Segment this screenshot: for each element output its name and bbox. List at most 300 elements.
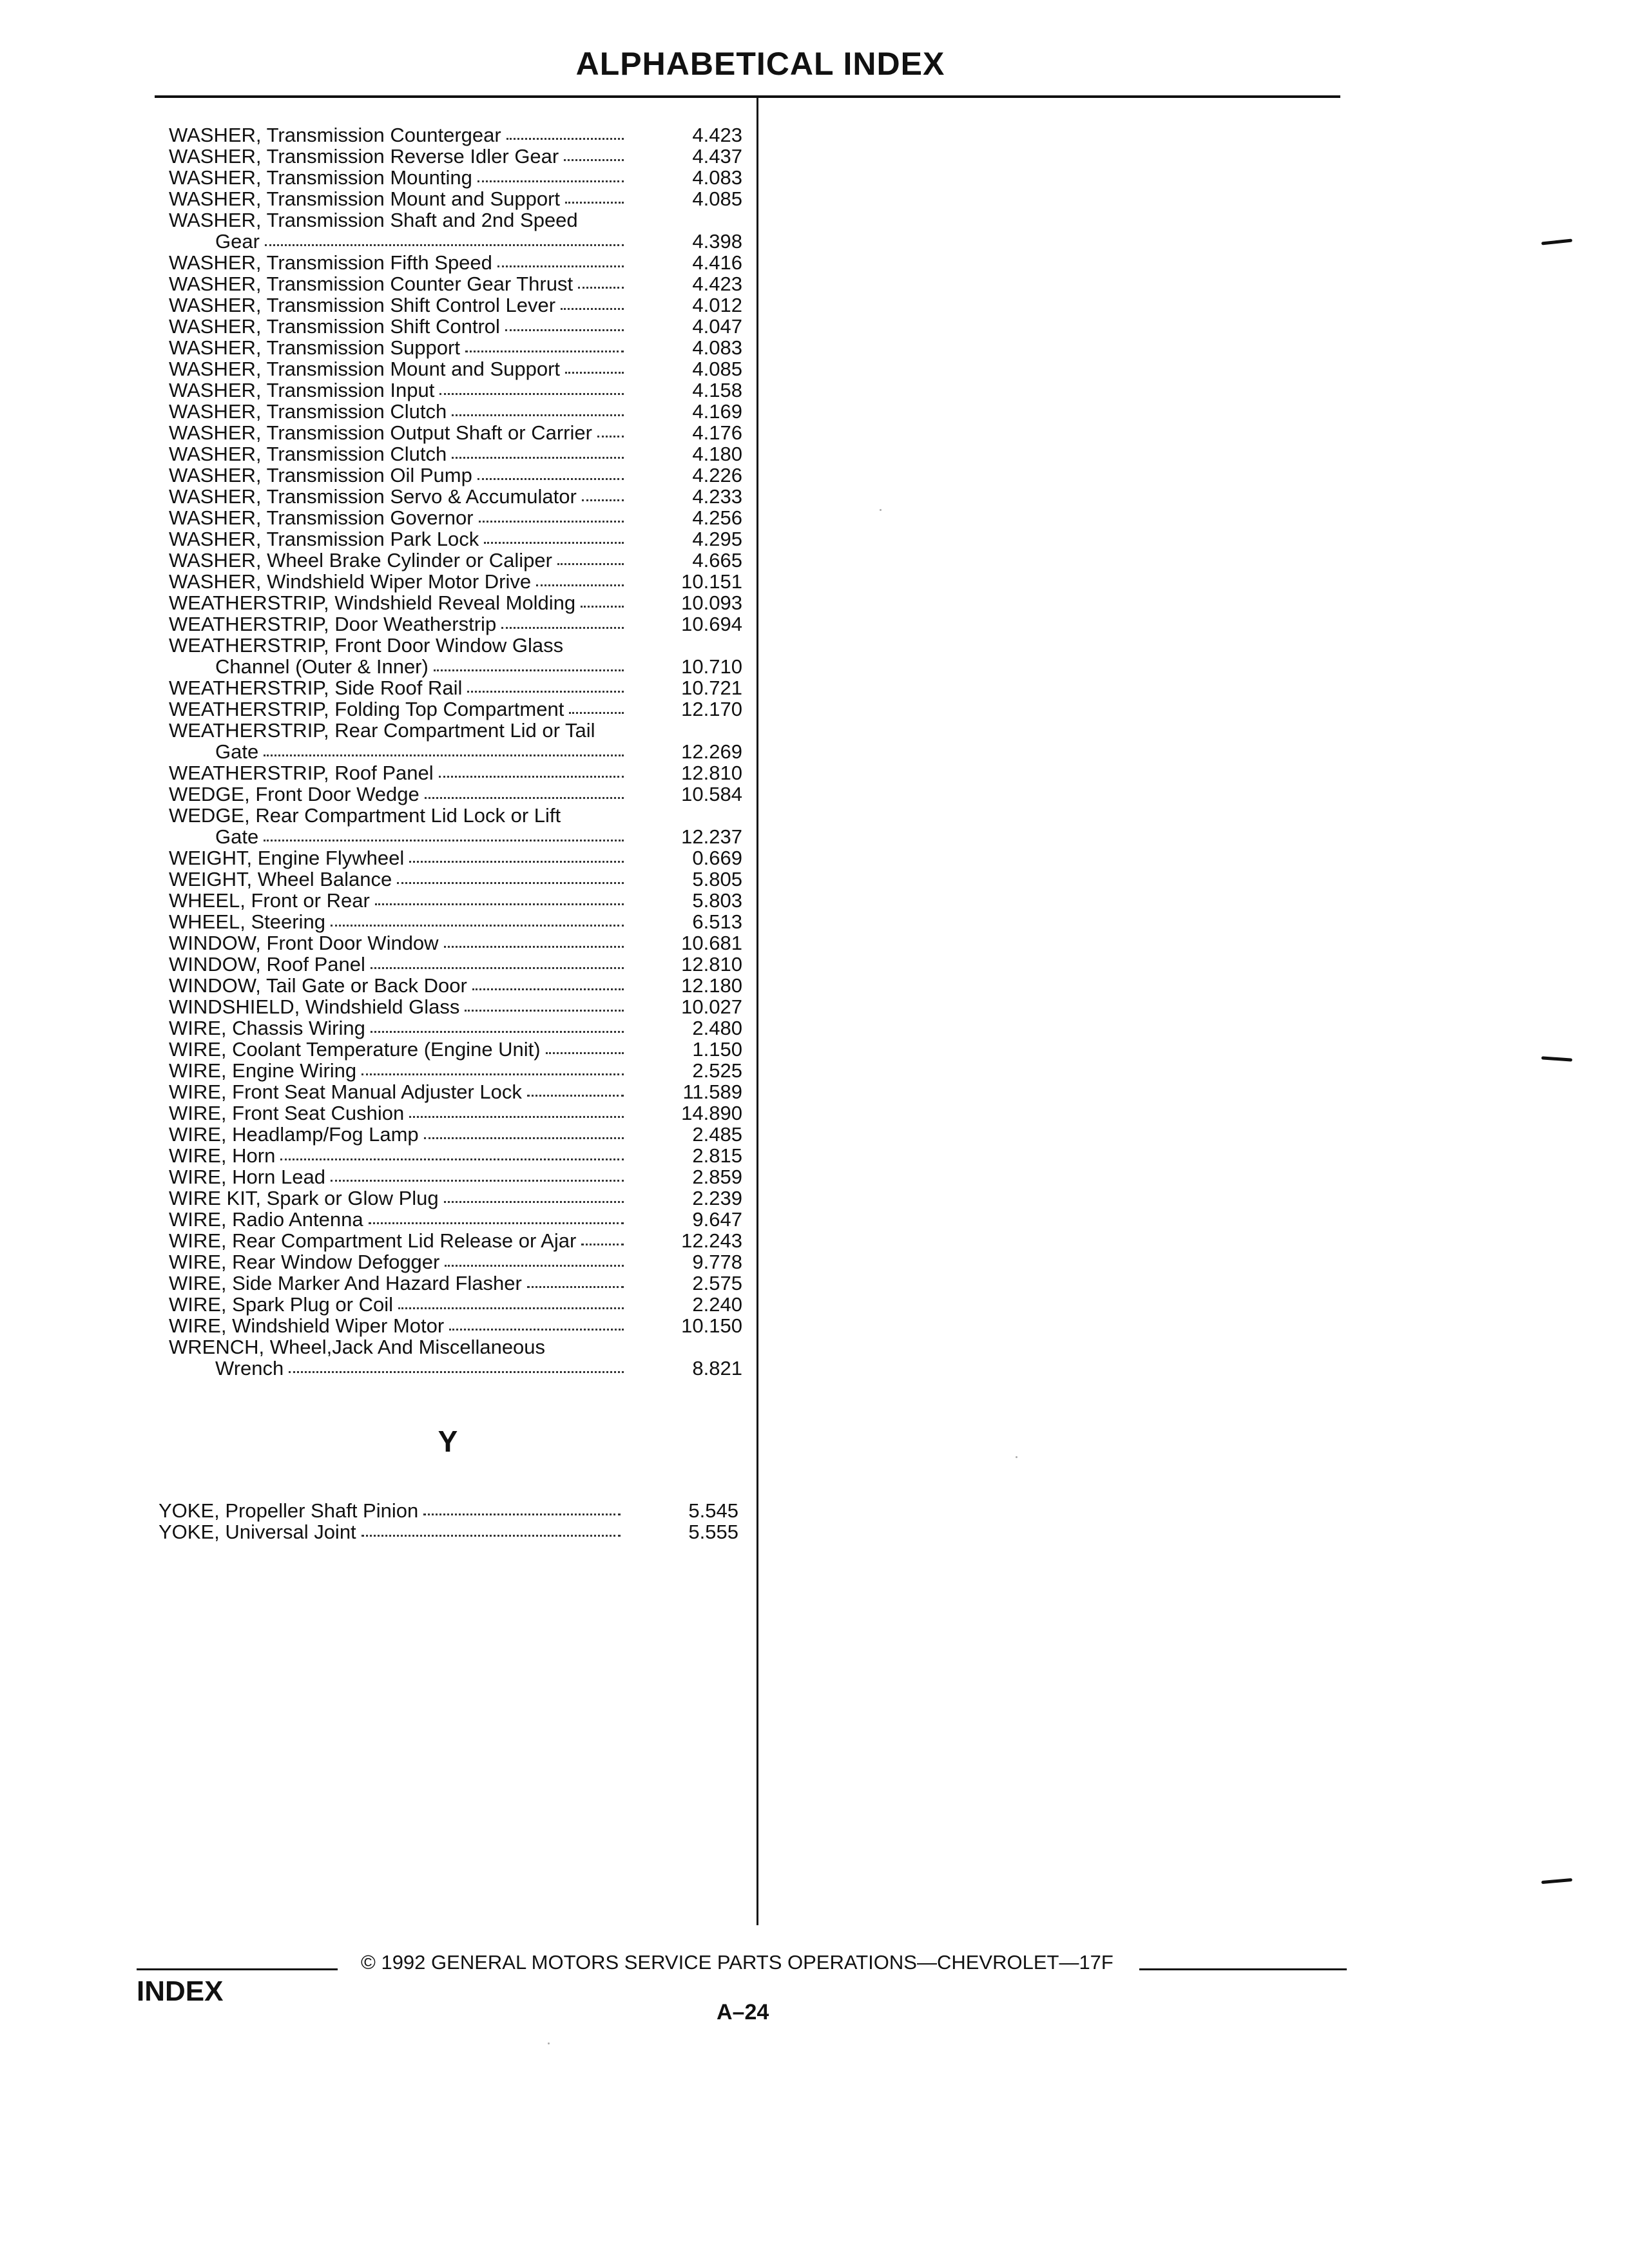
index-entry-page-ref: 10.694: [681, 613, 742, 635]
index-entry-line: [169, 869, 626, 890]
index-entry-text: WEATHERSTRIP, Door Weatherstrip: [169, 613, 497, 635]
index-entry-text: WASHER, Transmission Mount and Support: [169, 187, 561, 210]
index-entry-line: [169, 528, 626, 550]
index-entry: [169, 613, 749, 635]
index-entry-line: [169, 294, 626, 316]
index-entry-line: [169, 720, 626, 741]
index-entry: [169, 1017, 749, 1039]
index-entry-line: [169, 167, 626, 188]
index-entry-page-ref: 2.525: [692, 1059, 742, 1082]
index-entry: [169, 975, 749, 996]
index-entry-line: [169, 1209, 626, 1230]
index-entry-label: [169, 720, 626, 762]
dot-leader: [581, 1244, 624, 1245]
index-entry-label: [169, 762, 626, 783]
index-entry-page-ref: 5.805: [692, 868, 742, 890]
index-entry-continuation: [169, 1358, 626, 1379]
index-entry-label: [169, 975, 626, 996]
index-entry-page-ref: 10.027: [681, 995, 742, 1018]
index-entry-label: [169, 422, 626, 443]
dot-leader: [477, 180, 624, 182]
index-entry-line: [169, 762, 626, 783]
index-entry-continuation: [169, 741, 626, 762]
index-entry: [169, 571, 749, 592]
index-entry-label: [169, 635, 626, 677]
dot-leader: [361, 1535, 621, 1537]
index-entry-page-ref: 12.243: [681, 1229, 742, 1252]
index-entry-label: [169, 954, 626, 975]
index-entry-text: WASHER, Transmission Mount and Support: [169, 358, 561, 380]
index-entry-label: [169, 528, 626, 550]
index-entry-line: [169, 273, 626, 294]
index-entry-page-ref: 5.555: [688, 1521, 738, 1543]
index-entry-line: [169, 592, 626, 613]
index-entry-label: [169, 1294, 626, 1315]
index-entry-line: [169, 401, 626, 422]
dot-leader: [449, 1329, 624, 1331]
index-entry-page-ref: 4.256: [692, 506, 742, 529]
index-entry: [169, 209, 749, 252]
dot-leader: [597, 436, 624, 437]
index-entry-text: WIRE, Radio Antenna: [169, 1208, 363, 1231]
index-entry: [169, 1251, 749, 1273]
index-entry-text: WASHER, Transmission Mounting: [169, 166, 472, 189]
dot-leader: [505, 329, 624, 331]
index-entry-label: [169, 932, 626, 954]
dot-leader: [557, 563, 624, 565]
index-entry-label: [169, 380, 626, 401]
index-list: [169, 124, 749, 1379]
index-entry-line: [169, 507, 626, 528]
index-entry-text: WASHER, Transmission Clutch: [169, 443, 447, 465]
index-entry-label: [169, 146, 626, 167]
index-entry-page-ref: 4.158: [692, 379, 742, 401]
dot-leader: [425, 797, 624, 799]
index-entry: [169, 507, 749, 528]
index-entry: [169, 550, 749, 571]
index-entry-page-ref: 10.093: [681, 591, 742, 614]
index-entry-line: [169, 677, 626, 698]
index-entry-label: [169, 124, 626, 146]
index-entry-line: [169, 358, 626, 380]
index-entry-page-ref: 9.647: [692, 1208, 742, 1231]
dot-leader: [581, 606, 624, 608]
index-entry-line: [169, 698, 626, 720]
index-entry: [169, 869, 749, 890]
dot-leader: [506, 138, 624, 140]
index-entry: [169, 167, 749, 188]
index-entry-text: WIRE KIT, Spark or Glow Plug: [169, 1187, 439, 1209]
index-entry-page-ref: 4.169: [692, 400, 742, 423]
index-entry-page-ref: 0.669: [692, 847, 742, 869]
index-entry-text: WHEEL, Steering: [169, 910, 325, 933]
dot-leader: [371, 1031, 624, 1033]
index-entry-page-ref: 4.295: [692, 528, 742, 550]
index-entry-line: [159, 1521, 623, 1542]
index-entry: [169, 592, 749, 613]
index-entry: [169, 1081, 749, 1102]
index-entry-label: [169, 996, 626, 1017]
dot-leader: [501, 627, 624, 629]
index-entry: [169, 252, 749, 273]
index-entry-text: WIRE, Coolant Temperature (Engine Unit): [169, 1038, 541, 1061]
index-entry: [169, 996, 749, 1017]
index-entry-label: [169, 443, 626, 465]
dot-leader: [582, 499, 624, 501]
index-entry: [169, 698, 749, 720]
dot-leader: [371, 967, 624, 969]
index-entry-line: [169, 1124, 626, 1145]
index-entry-continuation: [169, 231, 626, 252]
index-entry-line: [169, 337, 626, 358]
index-entry-text: Gear: [215, 230, 260, 253]
index-entry-text: WASHER, Wheel Brake Cylinder or Caliper: [169, 549, 552, 572]
index-entry-line: [169, 1039, 626, 1060]
index-entry-text: Wrench: [215, 1357, 284, 1379]
index-entry-text: WIRE, Horn: [169, 1144, 276, 1167]
index-entry-line: [169, 805, 626, 826]
index-entry: [169, 1166, 749, 1187]
title-rule: [155, 95, 1340, 98]
index-entry-label: [169, 1102, 626, 1124]
index-entry-page-ref: 4.085: [692, 187, 742, 210]
dot-leader: [536, 584, 624, 586]
index-entry-line: [169, 1081, 626, 1102]
index-entry-page-ref: 10.721: [681, 677, 742, 699]
index-entry-page-ref: 4.047: [692, 315, 742, 338]
index-entry: [169, 124, 749, 146]
dot-leader: [444, 946, 624, 948]
index-entry-page-ref: 6.513: [692, 910, 742, 933]
dot-leader: [398, 1307, 624, 1309]
index-entry-text: WEATHERSTRIP, Roof Panel: [169, 762, 434, 784]
index-entry-text: WASHER, Transmission Shift Control Lever: [169, 294, 556, 316]
index-entry-page-ref: 4.423: [692, 124, 742, 146]
index-entry-page-ref: 12.810: [681, 762, 742, 784]
index-entry: [169, 188, 749, 209]
index-entry-text: WINDOW, Front Door Window: [169, 932, 439, 954]
index-entry-line: [169, 252, 626, 273]
index-entry-label: [169, 337, 626, 358]
index-entry-line: [169, 635, 626, 656]
index-entry-label: [169, 1251, 626, 1273]
index-entry: [169, 380, 749, 401]
index-entry-label: [169, 592, 626, 613]
index-entry-page-ref: 2.815: [692, 1144, 742, 1167]
index-entry: [169, 1209, 749, 1230]
scan-edge-mark: [1541, 239, 1572, 245]
scan-edge-mark: [1541, 1056, 1572, 1061]
index-entry-label: [169, 677, 626, 698]
index-entry-text: WINDOW, Roof Panel: [169, 953, 365, 975]
index-entry-label: [169, 805, 626, 847]
section-heading-y: Y: [438, 1425, 458, 1458]
index-entry-page-ref: 2.239: [692, 1187, 742, 1209]
dot-leader: [424, 1137, 624, 1139]
dot-leader: [477, 478, 624, 480]
index-entry-text: WASHER, Transmission Fifth Speed: [169, 251, 492, 274]
index-entry-line: [169, 975, 626, 996]
index-entry-line: [169, 613, 626, 635]
footer-rule-left: [137, 1968, 338, 1970]
index-entry-text: WIRE, Windshield Wiper Motor: [169, 1314, 445, 1337]
index-entry: [169, 443, 749, 465]
index-entry-text: WEATHERSTRIP, Side Roof Rail: [169, 677, 463, 699]
index-entry-label: [169, 911, 626, 932]
index-entry: [169, 422, 749, 443]
index-entry-label: [169, 1187, 626, 1209]
index-entry-line: [169, 380, 626, 401]
index-entry-text: WASHER, Transmission Clutch: [169, 400, 447, 423]
index-entry: [169, 273, 749, 294]
index-entry-line: [169, 486, 626, 507]
index-entry-label: [169, 1273, 626, 1294]
index-entry-page-ref: 12.180: [681, 974, 742, 997]
index-entry-label: [169, 273, 626, 294]
index-entry-page-ref: 2.480: [692, 1017, 742, 1039]
dot-leader: [265, 244, 624, 246]
index-entry: [169, 1187, 749, 1209]
index-entry-text: Gate: [215, 825, 259, 848]
index-entry-label: [169, 1145, 626, 1166]
index-entry: [159, 1500, 738, 1521]
index-entry-line: [169, 1315, 626, 1336]
dot-leader: [445, 1265, 624, 1267]
index-entry-text: WIRE, Chassis Wiring: [169, 1017, 365, 1039]
index-entry-page-ref: 2.485: [692, 1123, 742, 1146]
index-entry-label: [169, 1315, 626, 1336]
index-entry-label: [169, 571, 626, 592]
index-entry: [169, 911, 749, 932]
index-entry: [169, 316, 749, 337]
index-entry-page-ref: 4.176: [692, 421, 742, 444]
dot-leader: [289, 1371, 624, 1373]
index-entry-label: [169, 401, 626, 422]
index-entry-line: [169, 1166, 626, 1187]
index-entry-label: [169, 613, 626, 635]
index-entry: [169, 847, 749, 869]
index-entry-text: WASHER, Transmission Support: [169, 336, 460, 359]
index-entry-label: [159, 1521, 623, 1542]
index-entry-page-ref: 4.085: [692, 358, 742, 380]
index-entry-page-ref: 1.150: [692, 1038, 742, 1061]
index-entry-page-ref: 4.012: [692, 294, 742, 316]
index-entry: [169, 1060, 749, 1081]
index-entry-label: [169, 294, 626, 316]
index-entry-label: [169, 847, 626, 869]
index-entry-page-ref: 4.083: [692, 336, 742, 359]
dot-leader: [409, 1116, 624, 1118]
index-entry: [169, 358, 749, 380]
index-entry-text: WEATHERSTRIP, Windshield Reveal Molding: [169, 591, 576, 614]
index-entry: [169, 1315, 749, 1336]
index-entry-page-ref: 10.710: [681, 655, 742, 678]
footer-rule-right: [1139, 1968, 1347, 1970]
index-entry-text: WASHER, Transmission Reverse Idler Gear: [169, 145, 559, 168]
index-entry-continuation: [169, 656, 626, 677]
index-entry-text: WEIGHT, Engine Flywheel: [169, 847, 405, 869]
index-entry-text: WIRE, Front Seat Cushion: [169, 1102, 405, 1124]
index-entry-label: [169, 783, 626, 805]
index-entry-line: [169, 146, 626, 167]
index-entry-line: [169, 1251, 626, 1273]
dot-leader: [452, 457, 624, 459]
index-entry: [169, 932, 749, 954]
index-entry-line: [169, 954, 626, 975]
index-list-y: [159, 1500, 738, 1542]
index-entry-label: [169, 1081, 626, 1102]
index-entry-text: WEATHERSTRIP, Folding Top Compartment: [169, 698, 564, 720]
index-entry-line: [169, 1187, 626, 1209]
index-entry-label: [169, 486, 626, 507]
scan-speck: [1016, 1456, 1017, 1458]
index-entry: [169, 1336, 749, 1379]
index-entry-text: WIRE, Rear Compartment Lid Release or Ajar: [169, 1229, 577, 1252]
dot-leader: [564, 159, 624, 161]
index-entry-text: WEATHERSTRIP, Front Door Window Glass: [169, 634, 564, 657]
index-entry: [169, 337, 749, 358]
index-entry-page-ref: 8.821: [692, 1357, 742, 1379]
index-entry-text: WEDGE, Front Door Wedge: [169, 783, 419, 805]
index-entry-page-ref: 12.170: [681, 698, 742, 720]
index-entry-page-ref: 4.180: [692, 443, 742, 465]
index-entry-line: [169, 316, 626, 337]
dot-leader: [465, 1010, 624, 1012]
index-entry-text: WIRE, Headlamp/Fog Lamp: [169, 1123, 419, 1146]
dot-leader: [565, 372, 624, 374]
index-entry-text: Channel (Outer & Inner): [215, 655, 429, 678]
dot-leader: [423, 1514, 621, 1515]
dot-leader: [439, 393, 624, 395]
index-entry-page-ref: 4.083: [692, 166, 742, 189]
index-entry-label: [169, 1166, 626, 1187]
index-entry: [169, 1294, 749, 1315]
index-entry-line: [169, 1230, 626, 1251]
index-entry-page-ref: 11.589: [682, 1081, 742, 1103]
index-entry-page-ref: 9.778: [692, 1251, 742, 1273]
index-entry-page-ref: 10.681: [681, 932, 742, 954]
dot-leader: [444, 1201, 624, 1203]
index-entry-line: [169, 1336, 626, 1358]
index-entry-page-ref: 12.237: [681, 825, 742, 848]
index-entry-line: [169, 996, 626, 1017]
index-entry-text: WASHER, Transmission Output Shaft or Carrier: [169, 421, 592, 444]
index-entry-page-ref: 4.416: [692, 251, 742, 274]
index-entry-line: [169, 443, 626, 465]
index-entry-page-ref: 5.803: [692, 889, 742, 912]
index-entry-text: WASHER, Transmission Countergear: [169, 124, 501, 146]
index-entry: [169, 1039, 749, 1060]
index-entry: [169, 762, 749, 783]
index-entry-text: Gate: [215, 740, 259, 763]
dot-leader: [439, 776, 624, 778]
index-entry-text: WIRE, Side Marker And Hazard Flasher: [169, 1272, 522, 1294]
index-entry-text: WINDOW, Tail Gate or Back Door: [169, 974, 467, 997]
index-entry-line: [169, 571, 626, 592]
index-entry-line: [169, 1060, 626, 1081]
dot-leader: [397, 882, 624, 884]
index-entry-text: WASHER, Transmission Servo & Accumulator: [169, 485, 577, 508]
index-entry-line: [169, 890, 626, 911]
index-entry-text: YOKE, Universal Joint: [159, 1521, 356, 1543]
index-entry-text: WASHER, Transmission Counter Gear Thrust: [169, 273, 574, 295]
index-entry-text: WINDSHIELD, Windshield Glass: [169, 995, 460, 1018]
dot-leader: [472, 988, 624, 990]
scan-speck: [880, 509, 882, 511]
index-entry-label: [169, 316, 626, 337]
dot-leader: [527, 1095, 624, 1097]
index-entry-label: [169, 1039, 626, 1060]
footer-copyright: © 1992 GENERAL MOTORS SERVICE PARTS OPERATIONS—CHEVROLET—17F: [361, 1951, 1113, 1974]
index-entry: [169, 1273, 749, 1294]
dot-leader: [578, 287, 624, 289]
index-entry: [169, 294, 749, 316]
dot-leader: [467, 691, 624, 693]
dot-leader: [546, 1052, 624, 1054]
dot-leader: [479, 521, 624, 523]
index-entry-line: [169, 422, 626, 443]
dot-leader: [369, 1222, 624, 1224]
dot-leader: [409, 861, 624, 863]
index-entry-text: WIRE, Front Seat Manual Adjuster Lock: [169, 1081, 522, 1103]
index-entry-page-ref: 10.584: [681, 783, 742, 805]
index-entry-text: WASHER, Transmission Shift Control: [169, 315, 500, 338]
index-entry: [159, 1521, 738, 1542]
index-entry-label: [169, 507, 626, 528]
index-entry-page-ref: 4.423: [692, 273, 742, 295]
index-entry-label: [169, 209, 626, 252]
index-entry-text: WIRE, Spark Plug or Coil: [169, 1293, 393, 1316]
index-entry-label: [169, 890, 626, 911]
index-entry-label: [169, 1230, 626, 1251]
index-entry-label: [169, 167, 626, 188]
dot-leader: [497, 265, 624, 267]
index-entry-label: [169, 869, 626, 890]
footer-section-label: INDEX: [137, 1975, 224, 2007]
index-entry-line: [169, 465, 626, 486]
index-entry-line: [169, 188, 626, 209]
index-entry-text: WIRE, Horn Lead: [169, 1166, 325, 1188]
index-entry-page-ref: 10.150: [681, 1314, 742, 1337]
index-entry-label: [169, 358, 626, 380]
index-entry: [169, 805, 749, 847]
index-entry-line: [169, 911, 626, 932]
index-entry-label: [169, 252, 626, 273]
index-entry-text: WASHER, Transmission Shaft and 2nd Speed: [169, 209, 578, 231]
dot-leader: [264, 840, 624, 841]
dot-leader: [331, 925, 624, 927]
dot-leader: [561, 308, 624, 310]
index-entry-label: [169, 550, 626, 571]
dot-leader: [361, 1073, 624, 1075]
index-entry-text: WRENCH, Wheel,Jack And Miscellaneous: [169, 1336, 546, 1358]
index-entry-text: WEIGHT, Wheel Balance: [169, 868, 392, 890]
dot-leader: [434, 669, 624, 671]
index-entry-text: WHEEL, Front or Rear: [169, 889, 370, 912]
index-entry-label: [169, 1336, 626, 1379]
index-entry-page-ref: 14.890: [681, 1102, 742, 1124]
index-entry-line: [169, 1294, 626, 1315]
index-entry: [169, 528, 749, 550]
index-entry-line: [169, 550, 626, 571]
index-entry-text: WEATHERSTRIP, Rear Compartment Lid or Tail: [169, 719, 595, 742]
index-entry-text: YOKE, Propeller Shaft Pinion: [159, 1499, 419, 1522]
index-entry: [169, 401, 749, 422]
index-entry-line: [169, 1273, 626, 1294]
index-entry-page-ref: 4.398: [692, 230, 742, 253]
dot-leader: [565, 202, 624, 204]
index-entry: [169, 890, 749, 911]
